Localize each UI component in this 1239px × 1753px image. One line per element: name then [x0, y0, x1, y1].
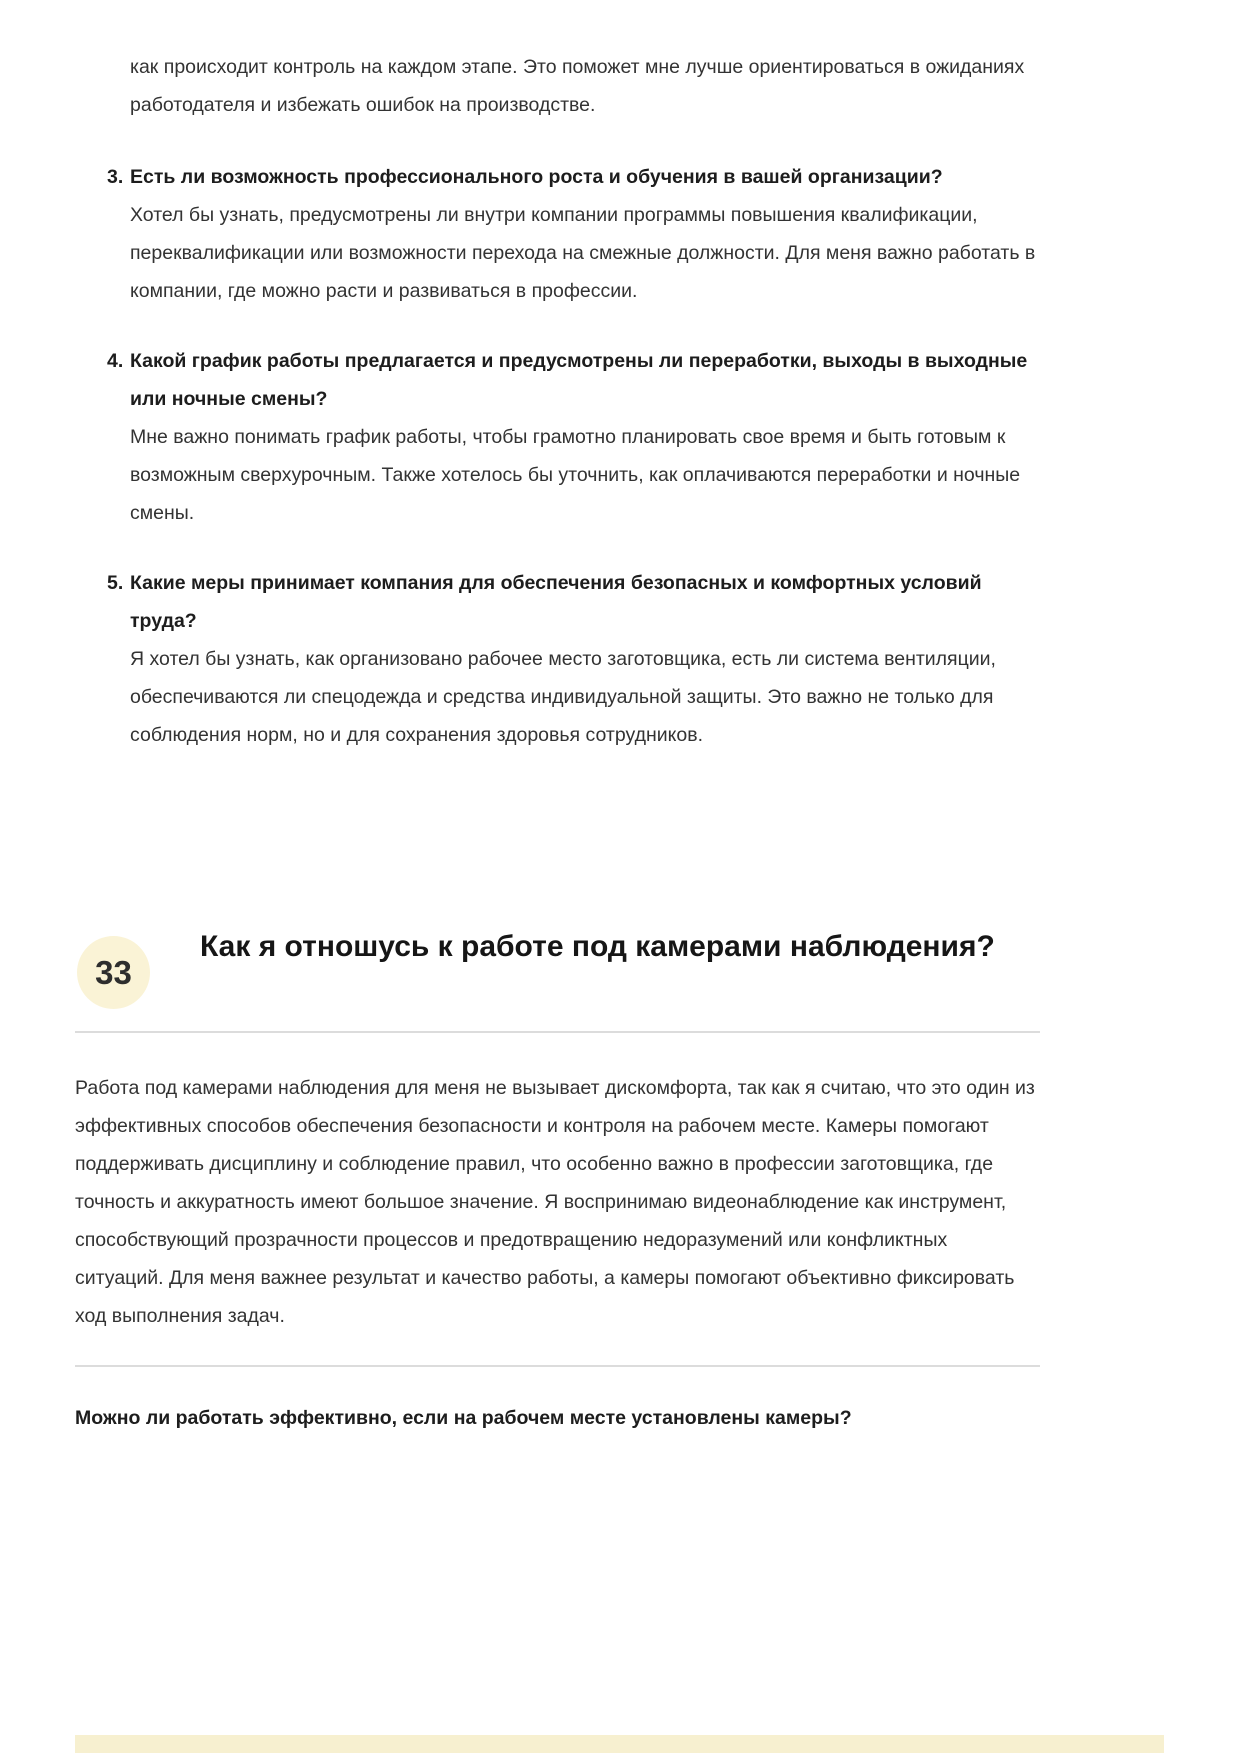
numbered-question-item — [75, 342, 1040, 532]
question-title: Есть ли возможность профессионального роста и обучения в вашей организации? — [130, 166, 943, 189]
question-body — [130, 158, 1040, 310]
section-header — [75, 922, 1040, 1009]
bottom-divider — [75, 1365, 1040, 1367]
question-title: Какие меры принимает компания для обеспечения безопасных и комфортных условий труда? — [130, 572, 982, 633]
question-number: 5. — [107, 572, 124, 595]
followup-question: Можно ли работать эффективно, если на рабочем месте установлены камеры? — [75, 1407, 852, 1430]
section-answer-paragraph: Работа под камерами наблюдения для меня не вызывает дискомфорта, так как я считаю, что это один из эффективных способов обеспечения безопасности и контроля на рабочем месте. Камеры помогают поддерживать дисциплину и соблюдение правил, что особенно важно в профессии заготовщика, где точность и аккуратность имеют большое значение. Я воспринимаю видеонаблюдение как инструмент, способствующий прозрачности процессов и предотвращению недоразумений или конфликтных ситуаций. Для меня важнее результат и качество работы, а камеры помогают объективно фиксировать ход выполнения задач. — [75, 1077, 1035, 1328]
highlight-strip — [75, 1735, 1164, 1753]
paragraph-continuation: как происходит контроль на каждом этапе. Это поможет мне лучше ориентироваться в ожиданиях работодателя и избежать ошибок на производстве. — [130, 56, 1025, 117]
numbered-question-list — [75, 158, 1040, 754]
question-answer: Мне важно понимать график работы, чтобы грамотно планировать свое время и быть готовым к возможным сверхурочным. Также хотелось бы уточнить, как оплачиваются переработки и ночные смены. — [130, 426, 1021, 525]
question-answer: Хотел бы узнать, предусмотрены ли внутри компании программы повышения квалификации, переквалификации или возможности перехода на смежные должности. Для меня важно работать в компании, где можно расти и развиваться в профессии. — [130, 204, 1036, 303]
question-answer: Я хотел бы узнать, как организовано рабочее место заготовщика, есть ли система вентиляции, обеспечиваются ли спецодежда и средства индивидуальной защиты. Это важно не только для соблюдения норм, но и для сохранения здоровья сотрудников. — [130, 648, 996, 747]
question-number: 3. — [107, 166, 124, 189]
question-title: Какой график работы предлагается и предусмотрены ли переработки, выходы в выходные или ночные смены? — [130, 350, 1028, 411]
numbered-question-item — [75, 158, 1040, 310]
question-number: 4. — [107, 350, 124, 373]
content-column — [75, 0, 1040, 1437]
section-title: Как я отношусь к работе под камерами наблюдения? — [200, 930, 995, 964]
section-divider — [75, 1031, 1040, 1033]
question-body — [130, 564, 1040, 754]
numbered-question-item — [75, 564, 1040, 754]
question-body — [130, 342, 1040, 532]
section-number-badge: 33 — [77, 936, 150, 1009]
